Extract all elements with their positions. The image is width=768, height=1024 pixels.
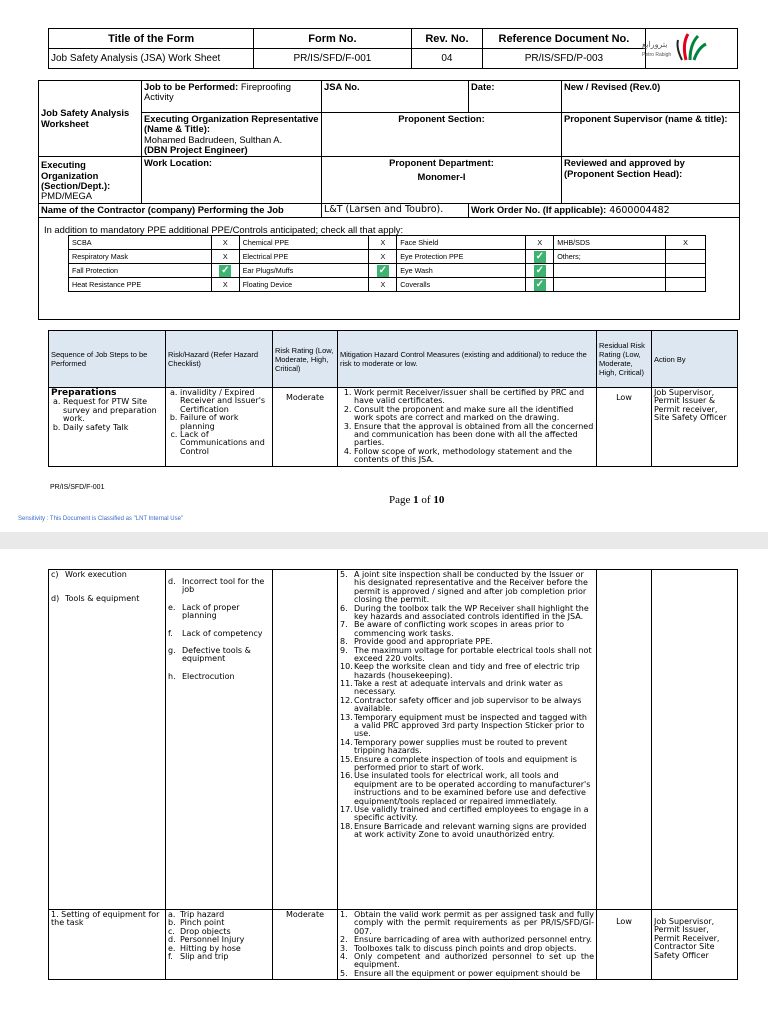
- mitigation-item-marker: 1.: [340, 910, 348, 919]
- mitigation-item-text: Ensure Barricade and relevant warning signs are provided at work activity Zone to avoid unauthorized entry.: [354, 821, 587, 840]
- ppe-item-mark: [665, 264, 705, 278]
- job-value: Fireproofing Activity: [144, 81, 291, 103]
- ppe-item-mark: X: [211, 278, 239, 292]
- check-icon: ✓: [221, 264, 230, 276]
- step-item: a. Request for PTW Site survey and preparation work.: [63, 398, 163, 423]
- work-order-cell: [469, 203, 740, 217]
- hazard-item-marker: g.: [168, 645, 176, 655]
- mitigation-item: [340, 756, 594, 773]
- work-order-label: Work Order No. (If applicable):: [471, 203, 607, 215]
- job-label: Job to be Performed:: [144, 81, 239, 92]
- mitigation-item-text: Ensure a complete inspection of tools and equipment is performed prior to start of work.: [354, 754, 577, 772]
- hazard-item-marker: d.: [168, 577, 176, 586]
- mitigation-item: [340, 739, 594, 756]
- row1-mitigation: [338, 388, 597, 467]
- row-a-hazards: [166, 570, 273, 910]
- mitigation-item-text: Take a rest at adequate intervals and drink water as necessary.: [354, 679, 563, 697]
- page-current: 1: [413, 494, 419, 506]
- hazard-item-text: Drop objects: [180, 926, 231, 936]
- mitigation-item: [340, 680, 594, 697]
- worksheet-info-table: [38, 80, 740, 218]
- step-item: [51, 571, 163, 579]
- ppe-item-label: SCBA: [69, 236, 212, 250]
- mitigation-item: 3. Ensure that the approval is obtained from all the concerned and communication has been done with all the affected parties.: [354, 423, 594, 448]
- exec-org-label: Executing Organization (Section/Dept.):: [41, 159, 111, 192]
- sensitivity-label: Sensitivity : This Document is Classified as "LNT Internal Use": [18, 516, 184, 522]
- row1-step-title: Preparations: [51, 388, 117, 398]
- ppe-item-mark: X: [665, 236, 705, 250]
- step-item-text: Tools & equipment: [65, 594, 140, 604]
- mitigation-item: [340, 772, 594, 806]
- page-of: of: [418, 494, 434, 506]
- check-icon: ✓: [378, 264, 388, 276]
- hazard-item: [168, 578, 270, 595]
- mitigation-item: 2. Consult the proponent and make sure all the identified work spots are correct and marked on the drawing.: [354, 406, 594, 423]
- mitigation-item-marker: 12.: [340, 695, 353, 705]
- mitigation-item: [340, 621, 594, 638]
- exec-rep-label: Executing Organization Representative (Name & Title):: [144, 113, 319, 135]
- date-label: Date:: [469, 81, 562, 113]
- exec-rep-cell: [142, 113, 322, 157]
- mitigation-item-text: The maximum voltage for portable electrical tools shall not exceed 220 volts.: [354, 645, 592, 663]
- ppe-item-label: MHB/SDS: [554, 236, 666, 250]
- mitigation-item-text: Use validly trained and certified employees to engage in a specific activity.: [354, 804, 589, 823]
- page-total: 10: [433, 494, 445, 506]
- jsa-steps-table: [48, 330, 738, 467]
- footer-form-code: PR/IS/SFD/F-001: [50, 484, 105, 491]
- mitigation-item: 4. Follow scope of work, methodology statement and the contents of this JSA.: [354, 448, 594, 465]
- row-b-mitigation: [338, 910, 597, 980]
- ppe-item-label: Eye Wash: [397, 264, 526, 278]
- mitigation-item-marker: 16.: [340, 771, 353, 781]
- col-residual-header: Residual Risk Rating (Low, Moderate, High, Critical): [597, 331, 652, 388]
- mitigation-item-text: Use insulated tools for electrical work, all tools and equipment are to be operated according to manufacturer's instructions and to be examined before use and defective equipment/tools replaced or repaired immediately.: [354, 771, 591, 806]
- proponent-dept-cell: [322, 157, 562, 203]
- mitigation-item-marker: 3.: [340, 943, 348, 953]
- mitigation-item-marker: 13.: [340, 712, 353, 722]
- table-row: [49, 570, 738, 910]
- ppe-item-label: Chemical PPE: [239, 236, 369, 250]
- contractor-value: L&T (Larsen and Toubro).: [322, 203, 469, 217]
- ppe-item-mark: [665, 278, 705, 292]
- logo-text: Petro Rabigh: [642, 52, 672, 58]
- job-to-perform: [142, 81, 322, 113]
- ppe-item-mark: [526, 278, 554, 292]
- mitigation-item-text: Ensure barricading of area with authorized personnel entry.: [354, 935, 593, 945]
- row-b-hazards: [166, 910, 273, 980]
- ppe-item-mark: X: [211, 250, 239, 264]
- mitigation-item-text: Provide good and appropriate PPE.: [354, 637, 493, 647]
- proponent-supervisor-label: Proponent Supervisor (name & title):: [562, 113, 740, 157]
- table-row: [49, 388, 738, 467]
- hazard-item: [168, 673, 270, 681]
- mitigation-item-marker: 5.: [340, 968, 348, 978]
- mitigation-item: [340, 911, 594, 936]
- mitigation-item-text: Temporary power supplies must be routed to prevent tripping hazards.: [354, 737, 568, 756]
- ppe-item-mark: X: [526, 236, 554, 250]
- ppe-item-mark: X: [369, 278, 397, 292]
- ppe-checklist-table: [68, 235, 706, 292]
- mitigation-item-text: Obtain the valid work permit as per assigned task and fully comply with the permit requirements as per PR/IS/SFD/GI-007.: [354, 910, 594, 936]
- row1-hazards-list: [168, 389, 270, 456]
- col-steps-header: Sequence of Job Steps to be Performed: [49, 331, 166, 388]
- hazard-item-text: Trip hazard: [180, 910, 225, 919]
- hazard-item: a. invalidity / Expired Receiver and Issuer's Certification: [180, 389, 270, 414]
- mitigation-item: [340, 571, 594, 605]
- col-risk-header: Risk Rating (Low, Moderate, High, Critical): [273, 331, 338, 388]
- mitigation-item-marker: 9.: [340, 645, 348, 655]
- ppe-item-mark: [211, 264, 239, 278]
- mitigation-item: [340, 697, 594, 714]
- hazard-item-marker: e.: [168, 602, 176, 612]
- form-title: Job Safety Analysis (JSA) Work Sheet: [49, 49, 254, 69]
- mitigation-item-text: Contractor safety officer and job supervisor to be always available.: [354, 695, 582, 714]
- ppe-item-label: Coveralls: [397, 278, 526, 292]
- header-title-label: Title of the Form: [49, 29, 254, 49]
- page-prefix: Page: [389, 494, 414, 506]
- petro-rabigh-logo: [636, 30, 708, 66]
- row-b-step: 1. Setting of equipment for the task: [49, 910, 166, 980]
- ppe-item-label: [554, 278, 666, 292]
- row-b-action: Job Supervisor, Permit Issuer, Permit Receiver, Contractor Site Safety Officer: [652, 910, 738, 980]
- page-number: [389, 494, 444, 506]
- hazard-item-text: Electrocution: [182, 671, 235, 681]
- mitigation-item-marker: 10.: [340, 662, 353, 672]
- step-item-marker: d): [51, 594, 60, 604]
- ppe-item-mark: [526, 264, 554, 278]
- new-revised-label: New / Revised (Rev.0): [562, 81, 740, 113]
- hazard-item: c. Lack of Communications and Control: [180, 431, 270, 456]
- mitigation-item-marker: 6.: [340, 603, 348, 613]
- exec-org-cell: [39, 157, 142, 203]
- step-item: b. Daily safety Talk: [63, 424, 163, 432]
- exec-rep-title: (DBN Project Engineer): [144, 144, 248, 156]
- row1-action: Job Supervisor, Permit Issuer & Permit receiver, Site Safety Officer: [652, 388, 738, 467]
- hazard-item: [168, 647, 270, 664]
- mitigation-item: [340, 714, 594, 739]
- ppe-item-label: Eye Protection PPE: [397, 250, 526, 264]
- jsa-steps-table-continued: [48, 569, 738, 980]
- ppe-item-mark: X: [369, 250, 397, 264]
- hazard-item: [168, 630, 270, 638]
- row-a-risk: [273, 570, 338, 910]
- ppe-row: [69, 264, 706, 278]
- row-b-residual: Low: [597, 910, 652, 980]
- proponent-dept-value: Monomer-I: [417, 170, 466, 182]
- header-form-no-label: Form No.: [254, 29, 411, 49]
- form-number: PR/IS/SFD/F-001: [254, 49, 411, 69]
- work-location-label: Work Location:: [142, 157, 322, 203]
- table-row: [49, 910, 738, 980]
- jsa-no-label: JSA No.: [322, 81, 469, 113]
- mitigation-item: [340, 647, 594, 664]
- hazard-item: b. Failure of work planning: [180, 414, 270, 431]
- ppe-item-label: Fall Protection: [69, 264, 212, 278]
- mitigation-item: [340, 605, 594, 622]
- proponent-section-label: Proponent Section:: [322, 113, 562, 157]
- reviewed-label: Reviewed and approved by (Proponent Section Head):: [562, 157, 740, 203]
- ppe-item-mark: [665, 250, 705, 264]
- mitigation-item-text: Ensure all the equipment or power equipment should be: [354, 968, 581, 978]
- ppe-item-label: Floating Device: [239, 278, 369, 292]
- ppe-intro: In addition to mandatory PPE additional PPE/Controls anticipated; check all that apply:: [44, 224, 404, 235]
- row-a-action: [652, 570, 738, 910]
- hazard-item-marker: d.: [168, 935, 176, 945]
- mitigation-item-text: Toolboxes talk to discuss pinch points and drop objects.: [354, 943, 577, 953]
- row1-hazards: [166, 388, 273, 467]
- mitigation-item-text: During the toolbox talk the WP Receiver shall highlight the key hazards and associated controls identified in the JSA.: [354, 603, 589, 621]
- row-b-risk: Moderate: [273, 910, 338, 980]
- hazard-item-marker: e.: [168, 943, 176, 953]
- ppe-row: [69, 278, 706, 292]
- mitigation-item-marker: 11.: [340, 679, 353, 689]
- mitigation-item-marker: 18.: [340, 821, 353, 831]
- col-mitigation-header: Mitigation Hazard Control Measures (existing and additional) to reduce the risk to moderate or low.: [338, 331, 597, 388]
- mitigation-item: [340, 953, 594, 970]
- mitigation-item: [340, 970, 594, 978]
- row1-steps: [49, 388, 166, 467]
- check-icon: ✓: [535, 250, 545, 262]
- mitigation-item-marker: 8.: [340, 637, 348, 647]
- reference-document: PR/IS/SFD/P-003: [483, 49, 645, 69]
- row1-mitigation-list: [340, 389, 594, 465]
- col-hazard-header: Risk/Hazard (Refer Hazard Checklist): [166, 331, 273, 388]
- hazard-item-marker: a.: [168, 910, 176, 919]
- hazard-item-marker: c.: [168, 926, 175, 936]
- mitigation-item-text: Keep the worksite clean and tidy and free of electric trip hazards (housekeeping).: [354, 662, 580, 680]
- ppe-item-label: Heat Resistance PPE: [69, 278, 212, 292]
- worksheet-label: Job Safety Analysis Worksheet: [39, 81, 142, 157]
- ppe-row: [69, 250, 706, 264]
- ppe-row: [69, 236, 706, 250]
- proponent-dept-label: Proponent Department:: [389, 157, 494, 169]
- ppe-item-label: Electrical PPE: [239, 250, 369, 264]
- logo-arabic-text: بترورابغ: [642, 40, 668, 49]
- revision-number: 04: [411, 49, 483, 69]
- row-a-steps: [49, 570, 166, 910]
- mitigation-item: 1. Work permit Receiver/issuer shall be certified by PRC and have valid certificates.: [354, 389, 594, 406]
- mitigation-item-text: A joint site inspection shall be conducted by the Issuer or his designated representative and the Receiver before the permit is approved / signed and after job completion prior closing the permit.: [354, 570, 588, 605]
- step-item: [51, 595, 163, 603]
- ppe-item-label: Face Shield: [397, 236, 526, 250]
- hazard-item-marker: b.: [168, 918, 176, 928]
- hazard-item-marker: f.: [168, 951, 173, 961]
- mitigation-item-marker: 7.: [340, 620, 348, 630]
- hazard-item-marker: f.: [168, 628, 173, 638]
- work-order-value: 4600004482: [606, 204, 670, 216]
- header-rev-label: Rev. No.: [411, 29, 483, 49]
- mitigation-item-marker: 4.: [340, 951, 348, 961]
- col-action-header: Action By: [652, 331, 738, 388]
- contractor-label: Name of the Contractor (company) Performing the Job: [39, 203, 322, 217]
- mitigation-item: [340, 823, 594, 840]
- ppe-item-label: [554, 264, 666, 278]
- mitigation-item-marker: 5.: [340, 570, 348, 579]
- mitigation-item-marker: 2.: [340, 935, 348, 945]
- check-icon: ✓: [535, 278, 545, 290]
- exec-rep-name: Mohamed Badrudeen, Sulthan A.: [144, 133, 283, 145]
- form-header-table: [48, 28, 738, 69]
- mitigation-item-text: Be aware of conflicting work scopes in areas prior to commencing work tasks.: [354, 620, 565, 638]
- mitigation-item-text: Only competent and authorized personnel to set up the equipment.: [354, 951, 594, 970]
- ppe-item-mark: X: [211, 236, 239, 250]
- mitigation-item: [340, 806, 594, 823]
- mitigation-item-marker: 14.: [340, 737, 353, 747]
- hazard-item-text: Slip and trip: [180, 951, 229, 961]
- mitigation-item-marker: 15.: [340, 754, 353, 764]
- hazard-item: [168, 953, 270, 961]
- header-ref-label: Reference Document No.: [483, 29, 645, 49]
- ppe-item-label: Ear Plugs/Muffs: [239, 264, 369, 278]
- step-item-text: Work execution: [65, 570, 127, 579]
- ppe-item-mark: [526, 250, 554, 264]
- hazard-item-text: Lack of proper planning: [182, 602, 240, 621]
- row-a-mitigation: [338, 570, 597, 910]
- row-a-residual: [597, 570, 652, 910]
- page-2: [0, 549, 768, 1024]
- ppe-item-label: Respiratory Mask: [69, 250, 212, 264]
- step-item-marker: c): [51, 570, 59, 579]
- mitigation-item: [340, 663, 594, 680]
- ppe-item-mark: X: [369, 236, 397, 250]
- check-icon: ✓: [535, 264, 545, 276]
- hazard-item-text: Defective tools & equipment: [182, 645, 251, 664]
- mitigation-item-marker: 17.: [340, 804, 353, 814]
- exec-org-value: PMD/MEGA: [41, 190, 93, 202]
- ppe-item-mark: [369, 264, 397, 278]
- mitigation-item-text: Temporary equipment must be inspected and tagged with a valid PRC approved 3rd party Inspection Sticker prior to use.: [354, 712, 587, 739]
- ppe-item-label: Others;: [554, 250, 666, 264]
- hazard-item-text: Hitting by hose: [180, 943, 241, 953]
- hazard-item-text: Lack of competency: [182, 628, 263, 638]
- hazard-item: [168, 604, 270, 621]
- hazard-item-text: Personnel Injury: [180, 935, 245, 945]
- hazard-item-text: Pinch point: [180, 918, 225, 928]
- hazard-item-marker: h.: [168, 671, 176, 681]
- hazard-item-text: Incorrect tool for the job: [182, 577, 265, 595]
- row1-steps-list: [51, 398, 163, 432]
- row1-residual: Low: [597, 388, 652, 467]
- row1-risk: Moderate: [273, 388, 338, 467]
